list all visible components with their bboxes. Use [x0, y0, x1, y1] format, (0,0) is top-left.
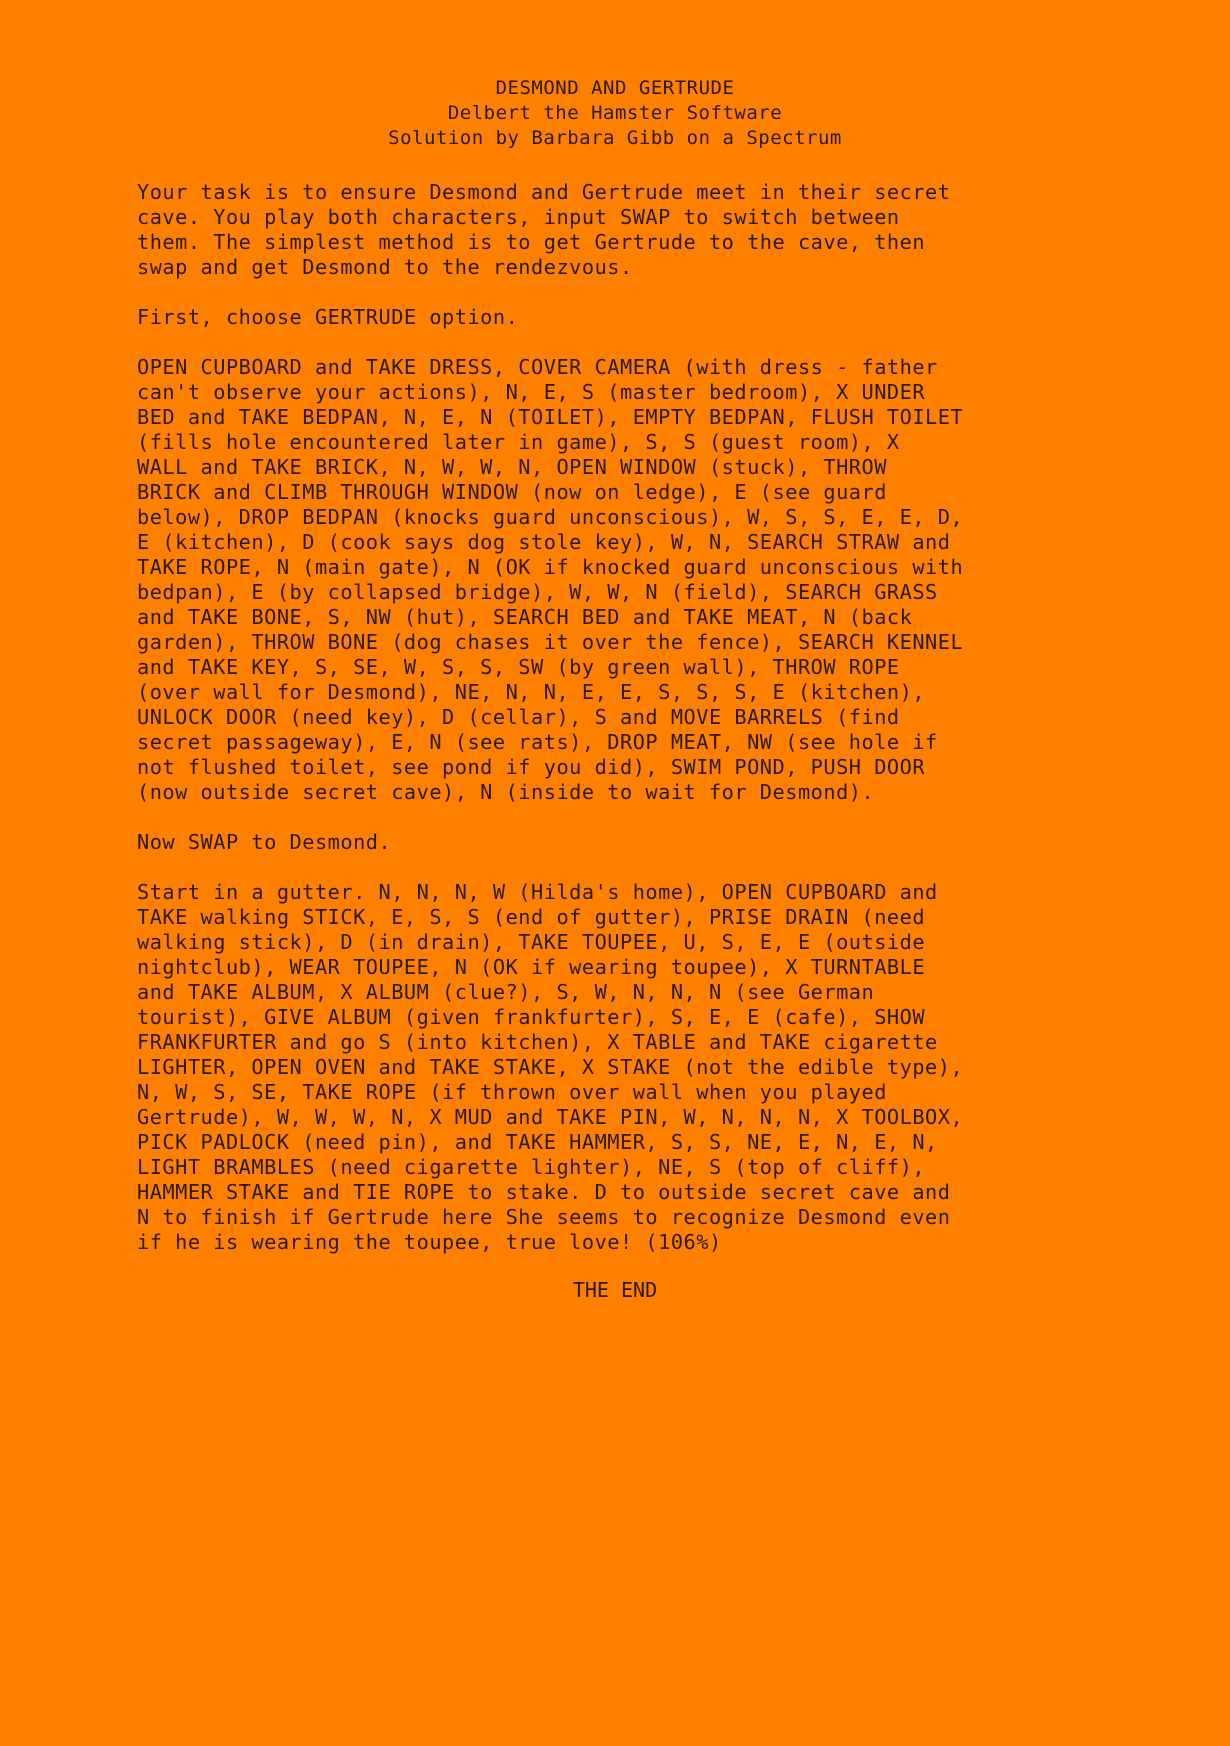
- document-title: DESMOND AND GERTRUDE: [495, 77, 735, 99]
- text-line: tourist), GIVE ALBUM (given frankfurter), S, E, E (cafe), SHOW: [137, 1005, 926, 1029]
- text-line: cave. You play both characters, input SWAP to switch between: [137, 205, 900, 229]
- paragraph: [137, 880, 1103, 1255]
- text-line: FRANKFURTER and go S (into kitchen), X TABLE and TAKE cigarette: [137, 1030, 938, 1054]
- text-line: PICK PADLOCK (need pin), and TAKE HAMMER, S, S, NE, E, N, E, N,: [137, 1130, 938, 1154]
- text-line: N, W, S, SE, TAKE ROPE (if thrown over wall when you played: [137, 1080, 887, 1104]
- text-line: TAKE walking STICK, E, S, S (end of gutter), PRISE DRAIN (need: [137, 905, 926, 929]
- text-line: LIGHTER, OPEN OVEN and TAKE STAKE, X STAKE (not the edible type),: [137, 1055, 964, 1079]
- text-line: below), DROP BEDPAN (knocks guard unconscious), W, S, S, E, E, D,: [137, 505, 964, 529]
- text-line: Now SWAP to Desmond.: [137, 830, 392, 854]
- paragraph: [137, 355, 1103, 805]
- credit-line: Solution by Barbara Gibb on a Spectrum: [388, 127, 842, 149]
- text-line: bedpan), E (by collapsed bridge), W, W, N (field), SEARCH GRASS: [137, 580, 938, 604]
- text-line: walking stick), D (in drain), TAKE TOUPEE, U, S, E, E (outside: [137, 930, 926, 954]
- document-header: [0, 76, 1230, 151]
- text-line: garden), THROW BONE (dog chases it over the fence), SEARCH KENNEL: [137, 630, 964, 654]
- text-line: them. The simplest method is to get Gertrude to the cave, then: [137, 230, 926, 254]
- text-line: (now outside secret cave), N (inside to wait for Desmond).: [137, 780, 875, 804]
- paragraph: [137, 305, 1103, 330]
- text-line: nightclub), WEAR TOUPEE, N (OK if wearing toupee), X TURNTABLE: [137, 955, 926, 979]
- text-line: Your task is to ensure Desmond and Gertrude meet in their secret: [137, 180, 951, 204]
- text-line: if he is wearing the toupee, true love! (106%): [137, 1230, 722, 1254]
- text-line: HAMMER STAKE and TIE ROPE to stake. D to outside secret cave and: [137, 1180, 951, 1204]
- text-line: Gertrude), W, W, W, N, X MUD and TAKE PIN, W, N, N, N, X TOOLBOX,: [137, 1105, 964, 1129]
- text-line: can't observe your actions), N, E, S (master bedroom), X UNDER: [137, 380, 926, 404]
- text-line: BRICK and CLIMB THROUGH WINDOW (now on ledge), E (see guard: [137, 480, 887, 504]
- text-line: and TAKE ALBUM, X ALBUM (clue?), S, W, N, N, N (see German: [137, 980, 875, 1004]
- text-line: not flushed toilet, see pond if you did), SWIM POND, PUSH DOOR: [137, 755, 926, 779]
- text-line: (over wall for Desmond), NE, N, N, E, E, S, S, S, E (kitchen),: [137, 680, 926, 704]
- text-line: secret passageway), E, N (see rats), DROP MEAT, NW (see hole if: [137, 730, 938, 754]
- text-line: E (kitchen), D (cook says dog stole key), W, N, SEARCH STRAW and: [137, 530, 951, 554]
- paragraph: [137, 180, 1103, 280]
- paragraph: [137, 830, 1103, 855]
- text-line: (fills hole encountered later in game), S, S (guest room), X: [137, 430, 900, 454]
- text-line: First, choose GERTRUDE option.: [137, 305, 519, 329]
- text-line: swap and get Desmond to the rendezvous.: [137, 255, 633, 279]
- text-line: and TAKE BONE, S, NW (hut), SEARCH BED and TAKE MEAT, N (back: [137, 605, 913, 629]
- end-marker: THE END: [572, 1278, 658, 1302]
- document-body: [137, 180, 1103, 1280]
- text-line: LIGHT BRAMBLES (need cigarette lighter), NE, S (top of cliff),: [137, 1155, 926, 1179]
- text-line: N to finish if Gertrude here She seems to recognize Desmond even: [137, 1205, 951, 1229]
- text-line: TAKE ROPE, N (main gate), N (OK if knocked guard unconscious with: [137, 555, 964, 579]
- text-line: and TAKE KEY, S, SE, W, S, S, SW (by green wall), THROW ROPE: [137, 655, 900, 679]
- text-line: UNLOCK DOOR (need key), D (cellar), S and MOVE BARRELS (find: [137, 705, 900, 729]
- publisher-line: Delbert the Hamster Software: [447, 102, 783, 124]
- text-line: WALL and TAKE BRICK, N, W, W, N, OPEN WINDOW (stuck), THROW: [137, 455, 887, 479]
- text-line: BED and TAKE BEDPAN, N, E, N (TOILET), EMPTY BEDPAN, FLUSH TOILET: [137, 405, 964, 429]
- text-line: Start in a gutter. N, N, N, W (Hilda's home), OPEN CUPBOARD and: [137, 880, 938, 904]
- text-line: OPEN CUPBOARD and TAKE DRESS, COVER CAMERA (with dress - father: [137, 355, 938, 379]
